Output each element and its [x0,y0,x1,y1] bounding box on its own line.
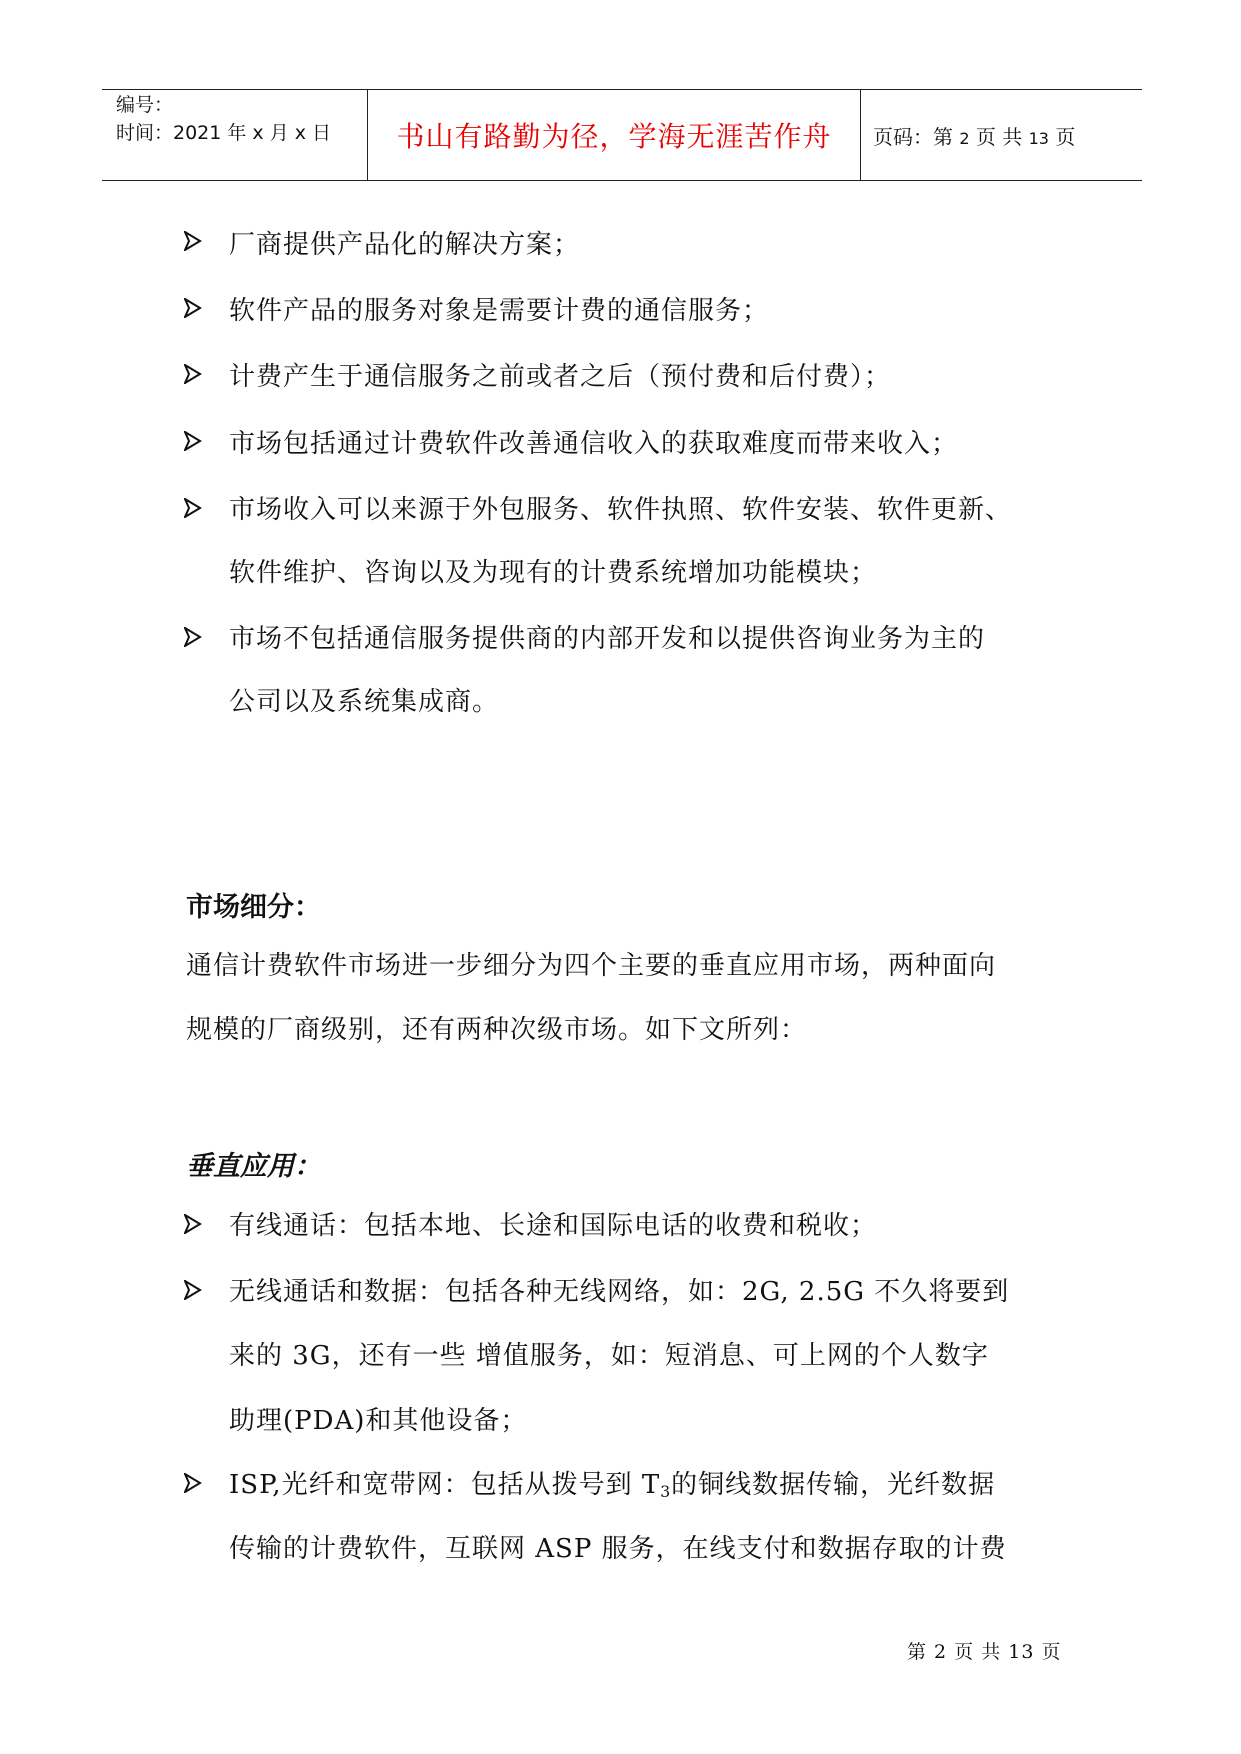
current-page: 2 [959,128,970,148]
paragraph-line: 规模的厂商级别，还有两种次级市场。如下文所列： [186,1015,808,1045]
subscript: 3 [660,1482,672,1501]
list-item-continuation: 助理(PDA)和其他设备； [229,1406,528,1436]
arrow-bullet-icon [184,364,208,388]
list-item-continuation: 来的 3G，还有一些 增值服务，如：短消息、可上网的个人数字 [229,1341,989,1371]
list-item: 有线通话：包括本地、长途和国际电话的收费和税收； [229,1211,878,1241]
arrow-bullet-icon [184,627,208,651]
header-motto-cell [368,90,861,180]
list-item: 市场收入可以来源于外包服务、软件执照、软件安装、软件更新、 [229,495,1013,525]
list-item: 软件产品的服务对象是需要计费的通信服务； [229,296,770,326]
arrow-bullet-icon [184,298,208,322]
list-item: 无线通话和数据：包括各种无线网络，如：2G, 2.5G 不久将要到 [229,1277,1010,1307]
arrow-bullet-icon [184,431,208,455]
section-heading-vertical: 垂直应用： [186,1151,321,1182]
arrow-bullet-icon [184,1280,208,1304]
arrow-bullet-icon [184,1473,208,1497]
number-label: 编号： [116,94,174,116]
list-item: 市场包括通过计费软件改善通信收入的获取难度而带来收入； [229,429,959,459]
list-item: 计费产生于通信服务之前或者之后（预付费和后付费）； [229,362,892,392]
page-footer: 第 2 页 共 13 页 [907,1641,1062,1663]
list-item: 市场不包括通信服务提供商的内部开发和以提供咨询业务为主的 [229,624,986,654]
arrow-bullet-icon [184,498,208,522]
page-header [102,89,1142,181]
list-item-continuation: 公司以及系统集成商。 [229,687,500,717]
list-item-continuation: 传输的计费软件，互联网 ASP 服务，在线支付和数据存取的计费 [229,1534,1007,1564]
list-item-continuation: 软件维护、咨询以及为现有的计费系统增加功能模块； [229,558,878,588]
list-item: ISP,光纤和宽带网：包括从拨号到 $T_3$的铜线数据传输，光纤数据 [229,1470,996,1501]
arrow-bullet-icon [184,1214,208,1238]
list-item: 厂商提供产品化的解决方案； [229,230,581,260]
time-label: 时间：2021 年 x 月 x 日 [116,122,332,144]
header-meta-cell [102,90,368,180]
page-indicator: 页码：第 2 页 共 13 页 [873,124,1076,149]
motto: 书山有路勤为径，学海无涯苦作舟 [396,120,832,153]
arrow-bullet-icon [184,231,208,255]
paragraph-line: 通信计费软件市场进一步细分为四个主要的垂直应用市场，两种面向 [186,951,997,981]
total-pages: 13 [1028,128,1049,148]
header-page-cell [861,90,1142,180]
section-heading-segment: 市场细分： [186,892,321,923]
